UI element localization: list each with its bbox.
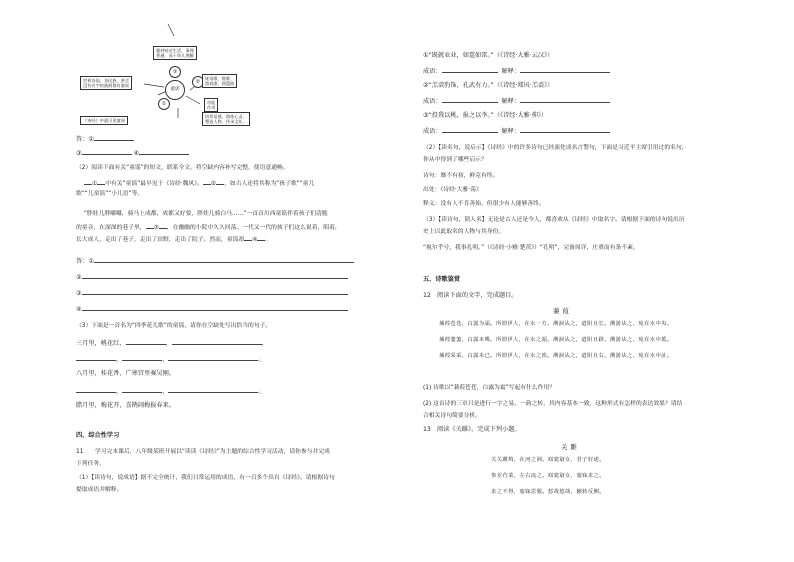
- paragraph-1: ① 中有关“童谣”最早见于《诗经·魏风》。 ② ，如古人还将其称为“孩子歌”“童儿: [84, 178, 314, 188]
- question-11c: （1）【读诗句，说成语】据不完全统计，我们日常运用的成语，有一百多个出自《诗经》。请根据诗句: [76, 475, 335, 481]
- diagram-box-right2: 培养语感、锻炼心灵、 塑造人格、传承文化…: [202, 112, 250, 126]
- answer-line-3: ③ ④: [76, 148, 189, 158]
- question-3: （3）下面是一首名为“四季花儿歌”的童谣，请你在空缺处写出恰当的句子。: [76, 323, 272, 329]
- diagram-center: 童谣: [165, 80, 185, 100]
- poem-jianjia-line-1: 蒹葭苍苍，白露为霜。所谓伊人，在水一方。溯洄从之，道阻且长。溯游从之，宛在水中央。: [439, 321, 673, 327]
- question-2: （2）阅读下面有关“童谣”的短文，联系全文，将空缺内容补写完整，使语意通畅。: [76, 165, 289, 171]
- question-11-3b: 史上以此取名的人物与其身份。: [423, 229, 505, 235]
- question-12-2b: 合相关诗句简要分析。: [423, 413, 481, 419]
- question-11a: 11 学习完本课后，八年级某班开展以“读读《诗经》”为主题的综合性学习活动，请你参与并完成: [76, 449, 330, 455]
- poem-title-jianjia: 蒹葭: [553, 307, 572, 315]
- answer-2-line-1[interactable]: 答：①: [76, 256, 354, 266]
- diagram-box-function: 功能 作用: [204, 98, 218, 112]
- answer-2-line-3[interactable]: ③: [76, 288, 348, 298]
- diagram-box-right: 谜语歌、数歌、 游戏歌、摇篮曲: [202, 74, 237, 88]
- question-12-2a: (2) 这首诗的三章只是进行一字之易，一韵之转，其内容基本一致，这种形式有怎样的表达效果？请结: [423, 401, 683, 407]
- poem-guanju-line-2: 参差荇菜，左右流之。窈窕淑女，寤寐求之。: [491, 473, 605, 479]
- diagram-box-bottom-left: 《诗经》中就可见童谣: [80, 116, 128, 125]
- diagram-node-2: ②: [192, 76, 204, 88]
- idiom-quote-3: ③“投我以桃，报之以李。”（《诗经·大雅·抑》）: [423, 112, 548, 119]
- song-line-blank: ， ， 。: [76, 354, 265, 364]
- section-5-heading: 五、诗歌鉴赏: [423, 276, 461, 283]
- diagram-box-top: 题材贴近生活，事理 普通，易于幼儿理解: [153, 46, 197, 60]
- question-12-1: (1) 诗歌以“蒹葭苍苍，白露为霜”写起有什么作用？: [423, 385, 555, 391]
- answer-2-line-4[interactable]: ④: [76, 304, 348, 314]
- question-11-2a: （2）【读名句，说启示】《诗经》中的许多诗句已经演化成名言警句，下面是习近平主席引用过的名句，: [423, 145, 688, 151]
- question-11d: 提取成语并解释。: [76, 487, 123, 493]
- idiom-quote-1: ①“既就业业，如霆如雷。”（《诗经·大雅·云汉》）: [423, 52, 554, 59]
- song-line-1: 三月里，桃花红， ， ，: [76, 340, 268, 347]
- song-line-4: 腊月里，梅花开，喜鹊闹梅报春来。: [76, 402, 175, 409]
- famous-source: 出处：《诗经·大雅·荡》: [423, 187, 482, 193]
- diagram-node-1: ①: [158, 98, 170, 110]
- song-line-2: 八月里，桂花香，广寒宫里奏吴刚。: [76, 370, 175, 377]
- famous-line: 诗句：靡不有初，鲜克有终。: [423, 173, 499, 179]
- question-11b: 下列任务。: [76, 461, 105, 467]
- idiom-quote-2: ②“羔裘豹饰，孔武有力。”（《诗经·郑风·羔裘》）: [423, 82, 554, 89]
- poem-guanju-line-3: 求之不得，寤寐思服。悠哉悠哉，辗转反侧。: [491, 489, 605, 495]
- paragraph-2: “胖娃儿胖嘟嘟，骑马上成都，成都又好要，胖娃儿骑白马……”一首首川西童谣伴着孩子们清脆: [84, 211, 328, 217]
- answer-2-line-2[interactable]: ②: [76, 272, 348, 282]
- paragraph-4: 长大成人，走出了巷子，走出了田野，走出了院子。然而，童谣却 ④ 。: [76, 234, 271, 244]
- idiom-answer-1[interactable]: 成语： 解释：: [423, 66, 610, 76]
- idiom-answer-2[interactable]: 成语： 解释：: [423, 96, 610, 106]
- poem-jianjia-line-3: 蒹葭采采，白露未已。所谓伊人，在水之涘。溯洄从之，道阻且右。溯游从之，宛在水中沚。: [439, 353, 673, 359]
- idiom-answer-3[interactable]: 成语： 解释：: [423, 126, 610, 136]
- question-11-3a: （3）【读诗句，猜人名】无论是古人还是今人，都喜欢从《诗经》中取名字。请根据下面的诗句说出历: [423, 217, 685, 223]
- name-example: “视尔乎兮，我事孔明。”（《诗经·小雅·楚茨》）“孔明”，完备周详，庄重而有条不紊。: [423, 245, 639, 251]
- song-line-blank-2: ， ， 。: [76, 386, 265, 396]
- question-13: 13 阅读《关雎》，完成下列小题。: [423, 426, 521, 433]
- section-4-heading: 四、综合性学习: [76, 432, 120, 439]
- diagram-box-left: 世界各国、各民族、甚至 没有名字的族群都有童谣: [80, 76, 132, 90]
- paragraph-1b: 歌”“儿童谣”“小儿语”等。: [76, 191, 144, 197]
- answer-line-1: 答：①: [76, 134, 134, 144]
- question-12: 12 阅读下面的文字，完成题目。: [423, 292, 518, 299]
- poem-title-guanju: 关雎: [561, 443, 580, 451]
- diagram-node-3: ③: [169, 66, 181, 78]
- poem-guanju-line-1: 关关雎鸠，在河之洲。窈窕淑女，君子好逑。: [491, 457, 605, 463]
- famous-meaning: 释义：没有人不肯善始，但很少有人能够善终。: [423, 201, 545, 207]
- poem-jianjia-line-2: 蒹葭萋萋，白露未晞。所谓伊人，在水之湄。溯洄从之，道阻且跻。溯游从之，宛在水中坻。: [439, 337, 673, 343]
- paragraph-3: 的童音，在深深的巷子里， ③ ，在幽幽的小院中久久回荡。一代又一代的孩子们这么说着，唱着，: [76, 222, 341, 232]
- question-11-2b: 你从中得到了哪些启示？: [423, 157, 487, 163]
